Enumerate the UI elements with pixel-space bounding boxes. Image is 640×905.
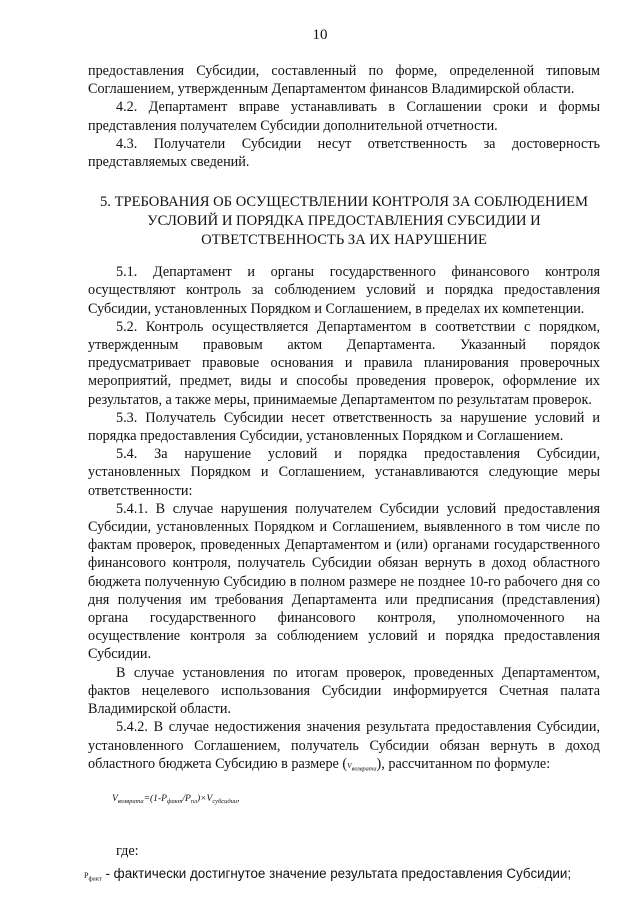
formula-times: )×V <box>196 794 213 805</box>
definition-p-fact <box>84 865 600 889</box>
paragraph-continuation: предоставления Субсидии, составленный по форме, определенной типовым Соглашением, утвержденным Департаментом финансов Владимирской области. <box>88 63 600 98</box>
paragraph-5-4-2 <box>88 718 600 778</box>
paragraph-5-2: 5.2. Контроль осуществляется Департаментом в соответствии с порядком, утвержденным правовым актом Департамента. Указанный порядок предусматривает правовые основания и правила планирования проверочных мероприятий, предмет, виды и способы проведения проверок, оформление их результатов, а также меры, принимаемые Департаментом по результатам проверок. <box>88 318 600 408</box>
formula-eq: =(1-P <box>143 794 167 805</box>
refund-formula <box>112 790 600 814</box>
paragraph-5-4: 5.4. За нарушение условий и порядка предоставления Субсидии, установленных Порядком и Соглашением, устанавливаются следующие меры ответственности: <box>88 446 600 499</box>
formula-slash: /P <box>182 794 191 805</box>
definition-symbol-sub: факт <box>88 875 102 883</box>
refund-symbol <box>347 760 377 773</box>
definition-symbol-letter: P <box>84 870 89 880</box>
formula-v-subsidy-sub: субсидии <box>212 798 238 806</box>
paragraph-5-4-2-end: ), рассчитанном по формуле: <box>376 755 551 772</box>
refund-symbol-sub: возврата <box>351 765 377 773</box>
paragraph-4-3: 4.3. Получатели Субсидии несут ответственность за достоверность представляемых сведений. <box>88 135 600 171</box>
formula-end: , <box>237 794 240 805</box>
paragraph-5-1: 5.1. Департамент и органы государственного финансового контроля осуществляют контроль за соблюдением условий и порядка предоставления Субсидии, установленных Порядком и Соглашением, в пределах их компетенции. <box>88 264 600 317</box>
where-label: где: <box>116 843 139 860</box>
scan-mark: · · · · · · · · <box>533 886 571 891</box>
formula-p-fact-sub: факт <box>166 798 183 806</box>
paragraph-5-4-2-start: 5.4.2. В случае недостижения значения результата предоставления Субсидии, установленного Соглашением, получатель Субсидии обязан вернуть в доход областного бюджета Субсидию в размере ( <box>88 719 600 772</box>
paragraph-5-3: 5.3. Получатель Субсидии несет ответственность за нарушение условий и порядка предоставления Субсидии, установленных Порядком и Соглашением. <box>88 409 600 445</box>
definition-symbol <box>84 870 102 883</box>
section-5-heading: 5. ТРЕБОВАНИЯ ОБ ОСУЩЕСТВЛЕНИИ КОНТРОЛЯ ЗА СОБЛЮДЕНИЕМ УСЛОВИЙ И ПОРЯДКА ПРЕДОСТАВЛЕНИЯ СУБСИДИИ И ОТВЕТСТВЕННОСТЬ ЗА ИХ НАРУШЕНИЕ <box>99 194 589 249</box>
refund-symbol-letter: V <box>347 760 352 770</box>
definition-text: - фактически достигнутое значение результата предоставления Субсидии; <box>101 865 572 881</box>
page-number: 10 <box>312 27 328 43</box>
formula-v: V <box>112 794 118 805</box>
document-body <box>84 62 600 888</box>
formula-v-sub: возврата <box>117 798 144 806</box>
paragraph-audit-chamber: В случае установления по итогам проверок, проведенных Департаментом, фактов нецелевого использования Субсидии информируется Счетная палата Владимирской области. <box>88 664 600 718</box>
paragraph-5-4-1: 5.4.1. В случае нарушения получателем Субсидии условий предоставления Субсидии, установленных Порядком и Соглашением, выявленного в том числе по фактам проверок, проведенных Департаментом и (или) органами государственного финансового контроля, получатель Субсидии обязан вернуть в доход областного бюджета полученную Субсидию в полном размере не позднее 10-го рабочего дня со дня получения им требования Департамента или предписания (представления) органа государственного финансового контроля, уполномоченного на осуществление контроля за соблюдением условий и порядка предоставления Субсидии. <box>88 500 600 663</box>
formula-p-plan-sub: пл <box>190 798 197 806</box>
paragraph-4-2: 4.2. Департамент вправе устанавливать в Соглашении сроки и формы представления получателем Субсидии дополнительной отчетности. <box>88 99 600 134</box>
